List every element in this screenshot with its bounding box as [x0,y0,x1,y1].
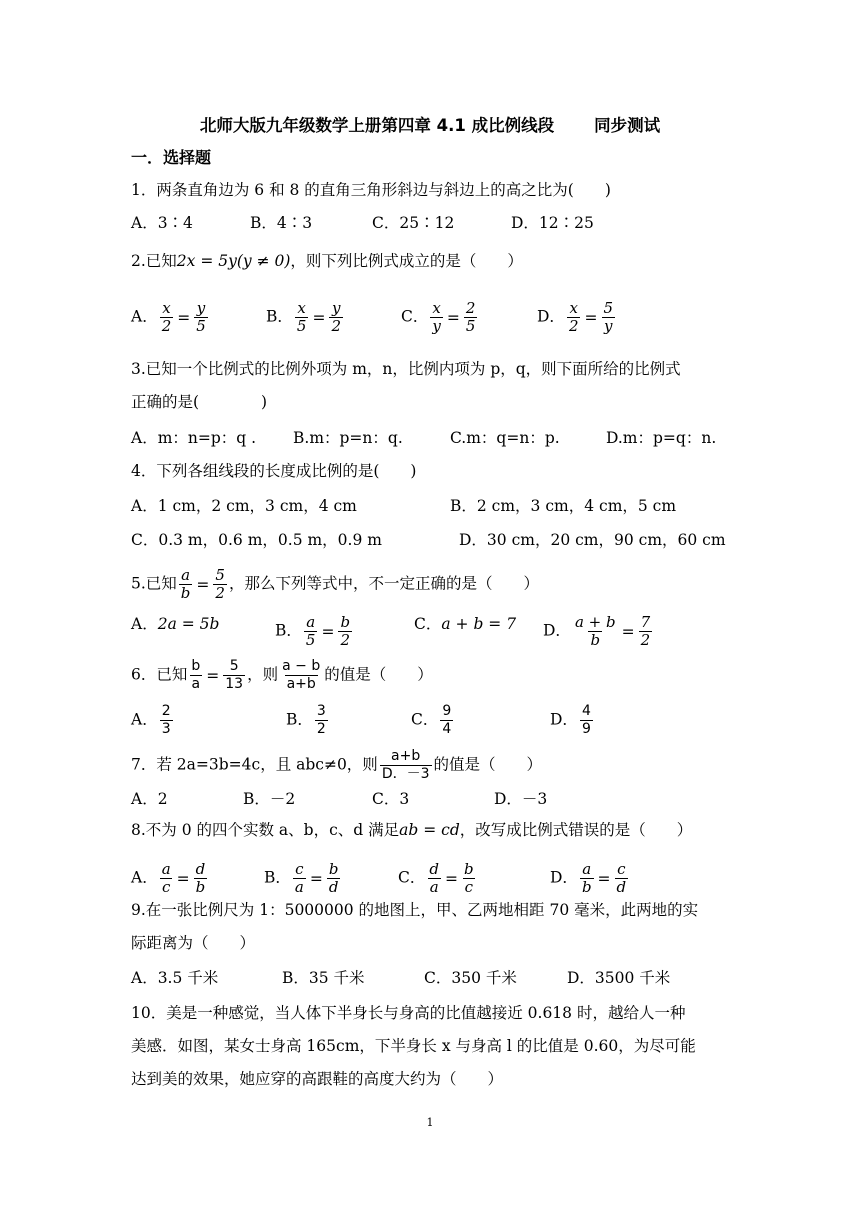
q6-option-d: D． $\frac{4}{9}$ [550,703,591,737]
q1-option-a: A．3∶4 [131,214,193,232]
q4-option-c: C．0.3 m，0.6 m，0.5 m，0.9 m [131,531,382,549]
question-10-stem-line1: 10．美是一种感觉，当人体下半身长与身高的比值越接近 0.618 时，越给人一种 [131,1004,686,1022]
q8-equation: ab = cd [399,821,460,839]
q3-option-c: C.m：q=n：p. [450,429,560,447]
q7-option-d: D．－3 [494,790,548,808]
q9-option-c: C．350 千米 [424,969,517,987]
q1-option-c: C．25∶12 [372,214,455,232]
document-title [0,112,860,136]
q7-option-c: C．3 [372,790,410,808]
q2-option-a: A． $\frac{x}{2}$ = $\frac{y}{5}$ [131,299,206,335]
title-main: 北师大版九年级数学上册第四章 4.1 成比例线段 [199,116,555,135]
question-9-stem-line2: 际距离为（ ） [131,934,256,952]
q5-option-c: C．a + b = 7 [414,615,517,633]
q9-option-b: B．35 千米 [282,969,365,987]
q2-option-d: D． $\frac{x}{2}$ = $\frac{5}{y}$ [537,299,614,335]
q2-option-b: B． $\frac{x}{5}$ = $\frac{y}{2}$ [266,299,341,335]
q7-option-b: B．－2 [243,790,296,808]
q8-option-b: B． $\frac{c}{a}$ = $\frac{b}{d}$ [264,860,339,896]
question-10-stem-line3: 达到美的效果，她应穿的高跟鞋的高度大约为（ ） [131,1070,504,1088]
q4-option-d: D．30 cm，20 cm，90 cm，60 cm [459,531,726,549]
question-5-stem: 5.已知 $\frac{a}{b}$ = $\frac{5}{2}$ ，那么下列等式中，不一定正确的是（ ） [131,566,539,602]
q7-option-a: A．2 [131,790,168,808]
q4-option-a: A．1 cm，2 cm，3 cm，4 cm [131,497,357,515]
q3-option-a: A．m：n=p：q . [131,429,257,447]
question-4-stem: 4．下列各组线段的长度成比例的是( ) [131,462,417,480]
q1-option-d: D．12∶25 [511,214,594,232]
q8-option-d: D． $\frac{a}{b}$ = $\frac{c}{d}$ [550,860,627,896]
q8-option-a: A． $\frac{a}{c}$ = $\frac{d}{b}$ [131,860,206,896]
q2-option-c: C． $\frac{x}{y}$ = $\frac{2}{5}$ [401,299,476,335]
question-3-stem-line2: 正确的是( ) [131,393,268,411]
q2-equation: 2x = 5y(y ≠ 0) [176,252,291,270]
question-8-stem: 8.不为 0 的四个实数 a、b，c、d 满足ab = cd，改写成比例式错误的是（ ） [131,821,693,839]
q5-option-d: D． $\frac{a + b}{b}$ = $\frac{7}{2}$ [543,613,651,649]
question-6-stem: 6．已知 $\frac{b}{a}$ = $\frac{5}{13}$ ，则 $\frac{a - b}{a+b}$ 的值是（ ） [131,658,433,692]
q1-option-b: B．4∶3 [250,214,313,232]
q5-option-a: A．2a = 5b [131,615,220,633]
title-sub: 同步测试 [594,116,661,135]
q3-option-b: B.m：p=n：q. [293,429,403,447]
q4-option-b: B．2 cm，3 cm，4 cm，5 cm [450,497,677,515]
question-9-stem-line1: 9.在一张比例尺为 1：5000000 的地图上，甲、乙两地相距 70 毫米，此两地的实 [131,901,699,919]
q6-option-c: C． $\frac{9}{4}$ [411,703,452,737]
q8-option-c: C． $\frac{d}{a}$ = $\frac{b}{c}$ [398,860,474,896]
q6-option-a: A． $\frac{2}{3}$ [131,703,171,737]
q6-option-b: B． $\frac{3}{2}$ [286,703,326,737]
q3-option-d: D.m：p=q：n. [606,429,717,447]
q9-option-a: A．3.5 千米 [131,969,219,987]
question-1-stem: 1．两条直角边为 6 和 8 的直角三角形斜边与斜边上的高之比为( ) [131,181,611,199]
q9-option-d: D．3500 千米 [567,969,671,987]
page-number: 1 [426,1116,434,1129]
question-2-stem: 2.已知2x = 5y(y ≠ 0)，则下列比例式成立的是（ ） [131,252,523,270]
section-heading: 一．选择题 [131,148,212,167]
q5-option-b: B． $\frac{a}{5}$ = $\frac{b}{2}$ [275,613,351,649]
question-3-stem-line1: 3.已知一个比例式的比例外项为 m，n，比例内项为 p，q，则下面所给的比例式 [131,360,681,378]
question-10-stem-line2: 美感．如图，某女士身高 165cm，下半身长 x 与身高 l 的比值是 0.60，为尽可能 [131,1037,696,1055]
question-7-stem: 7．若 2a=3b=4c，且 abc≠0，则 $\frac{a+b}{D.-3}$ 的值是（ ） [131,748,543,782]
